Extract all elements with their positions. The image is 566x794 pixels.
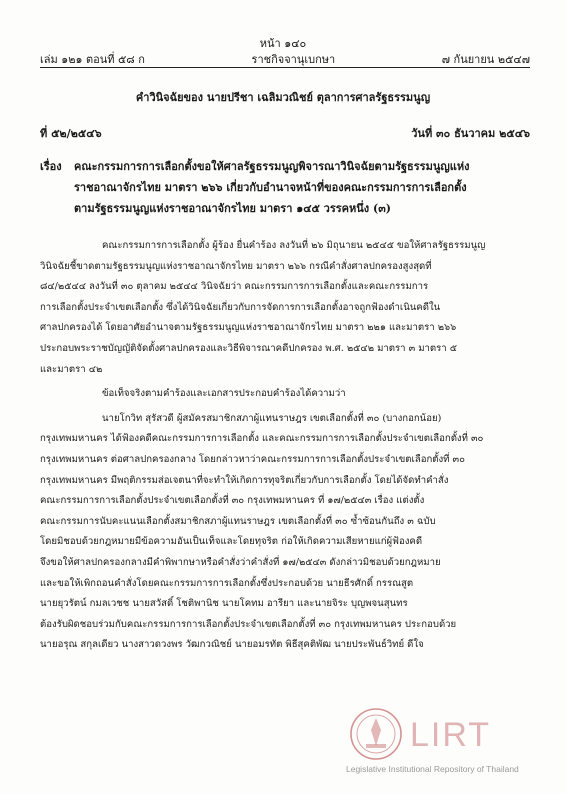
body-line: ๘๔/๒๕๔๔ ลงวันที่ ๓๐ ตุลาคม ๒๕๔๔ วินิจฉัยว่า คณะกรรมการการเลือกตั้งและคณะกรรมการ	[40, 281, 429, 293]
body-line: กรุงเทพมหานคร ได้ฟ้องคดีคณะกรรมการการเลือกตั้ง และคณะกรรมการการเลือกตั้งประจำเขตเลือกตั้งที่ ๓๐	[40, 433, 484, 445]
body-line: และขอให้เพิกถอนคำสั่งโดยคณะกรรมการการเลือกตั้งซึ่งประกอบด้วย นายธีรศักดิ์ กรรณสูต	[40, 577, 414, 589]
body-line: คณะกรรมการการเลือกตั้ง ผู้ร้อง ยื่นคำร้อง ลงวันที่ ๒๖ มิถุนายน ๒๕๔๕ ขอให้ศาลรัฐธรรมนูญ	[102, 240, 486, 251]
body-line: กรุงเทพมหานคร ต่อศาลปกครองกลาง โดยกล่าวหาว่าคณะกรรมการการเลือกตั้งประจำเขตเลือกตั้งที่ ๓๐	[40, 453, 465, 465]
gazette-header	[40, 50, 530, 68]
gazette-name: ราชกิจจานุเบกษา	[251, 53, 336, 66]
body-line: ต้องรับผิดชอบร่วมกับคณะกรรมการการเลือกตั้งประจำเขตเลือกตั้งที่ ๓๐ กรุงเทพมหานคร ประกอบด้วย	[40, 618, 457, 630]
publish-date: ๗ กันยายน ๒๕๔๗	[441, 53, 530, 66]
subject-line: ตามรัฐธรรมนูญแห่งราชอาณาจักรไทย มาตรา ๑๔๕ วรรคหนึ่ง (๓)	[74, 202, 391, 215]
header-rule	[40, 67, 530, 68]
case-date: วันที่ ๓๐ ธันวาคม ๒๕๔๖	[411, 127, 530, 140]
body-line: นายอรุณ สกุลเดียว นางสาวดวงพร วัฒกวณิชย์ นายอมรทัต พิธีสุคติพัฒ นายประพันธ์วิทย์ ดีใจ	[40, 639, 424, 651]
subject-line: เรื่อง คณะกรรมการการเลือกตั้งขอให้ศาลรัฐธรรมนูญพิจารณาวินิจฉัยตามรัฐธรรมนูญแห่ง	[40, 156, 530, 177]
body-line: การเลือกตั้งประจำเขตเลือกตั้ง ซึ่งได้วินิจฉัยเกี่ยวกับการจัดการการเลือกตั้งอาจถูกฟ้องดำเนินคดีใน	[40, 301, 441, 313]
subject-block	[40, 156, 530, 219]
document-title: คำวินิจฉัยของ นายปรีชา เฉลิมวณิชย์ ตุลาการศาลรัฐธรรมนูญ	[135, 91, 431, 104]
volume-info: เล่ม ๑๒๑ ตอนที่ ๕๘ ก	[40, 53, 145, 66]
reference-row	[40, 124, 530, 142]
parliament-seal-icon	[348, 706, 404, 762]
body-line: ประกอบพระราชบัญญัติจัดตั้งศาลปกครองและวิธีพิจารณาคดีปกครอง พ.ศ. ๒๕๔๒ มาตรา ๓ มาตรา ๕	[40, 342, 458, 354]
subject-label: เรื่อง	[40, 160, 62, 173]
body-line: จึงขอให้ศาลปกครองกลางมีคำพิพากษาหรือคำสั่งว่าคำสั่งที่ ๑๗/๒๕๔๓ ดังกล่าวมิชอบด้วยกฎหมาย	[40, 556, 441, 568]
body-line: และมาตรา ๔๒	[40, 363, 103, 375]
body-line: โดยมิชอบด้วยกฎหมายมีข้อความอันเป็นเท็จและโดยทุจริต ก่อให้เกิดความเสียหายแก่ผู้ฟ้องคดี	[40, 536, 423, 548]
section-heading: ข้อเท็จจริงตามคำร้องและเอกสารประกอบคำร้องได้ความว่า	[102, 388, 346, 400]
body-line: กรุงเทพมหานคร มีพฤติกรรมส่อเจตนาที่จะทำให้เกิดการทุจริตเกี่ยวกับการเลือกตั้ง โดยได้จัดทำคำสั่ง	[40, 474, 449, 486]
body-line: คณะกรรมการนับคะแนนเลือกตั้งสมาชิกสภาผู้แทนราษฎร เขตเลือกตั้งที่ ๓๐ ซ้ำซ้อนกันถึง ๓ ฉบับ	[40, 515, 436, 527]
subject-line: ราชอาณาจักรไทย มาตรา ๒๖๖ เกี่ยวกับอำนาจหน้าที่ของคณะกรรมการการเลือกตั้ง	[74, 181, 467, 194]
body-line: วินิจฉัยชี้ขาดตามรัฐธรรมนูญแห่งราชอาณาจักรไทย มาตรา ๒๖๖ กรณีคำสั่งศาลปกครองสูงสุดที่	[40, 260, 432, 272]
lirt-caption: Legislative Institutional Repository of Thailand	[346, 764, 519, 774]
lirt-logo: LIRT	[410, 716, 492, 754]
body-text	[40, 236, 530, 656]
case-number: ที่ ๕๒/๒๕๔๖	[40, 127, 102, 140]
body-line: ศาลปกครองได้ โดยอาศัยอำนาจตามรัฐธรรมนูญแห่งราชอาณาจักรไทย มาตรา ๒๒๑ และมาตรา ๒๖๖	[40, 322, 457, 334]
body-line: นายโกวิท สุรัสวดี ผู้สมัครสมาชิกสภาผู้แทนราษฎร เขตเลือกตั้งที่ ๓๐ (บางกอกน้อย)	[102, 412, 442, 424]
body-line: คณะกรรมการการเลือกตั้งประจำเขตเลือกตั้งที่ ๓๐ กรุงเทพมหานคร ที่ ๑๗/๒๕๔๓ เรื่อง แต่งตั้ง	[40, 495, 425, 507]
page-number: หน้า ๑๔๐	[259, 37, 307, 50]
body-line: นายยุวรัตน์ กมลเวชช นายสวัสดิ์ โชติพานิช นายโคทม อารียา และนายจิระ บุญพจนสุนทร	[40, 598, 408, 610]
